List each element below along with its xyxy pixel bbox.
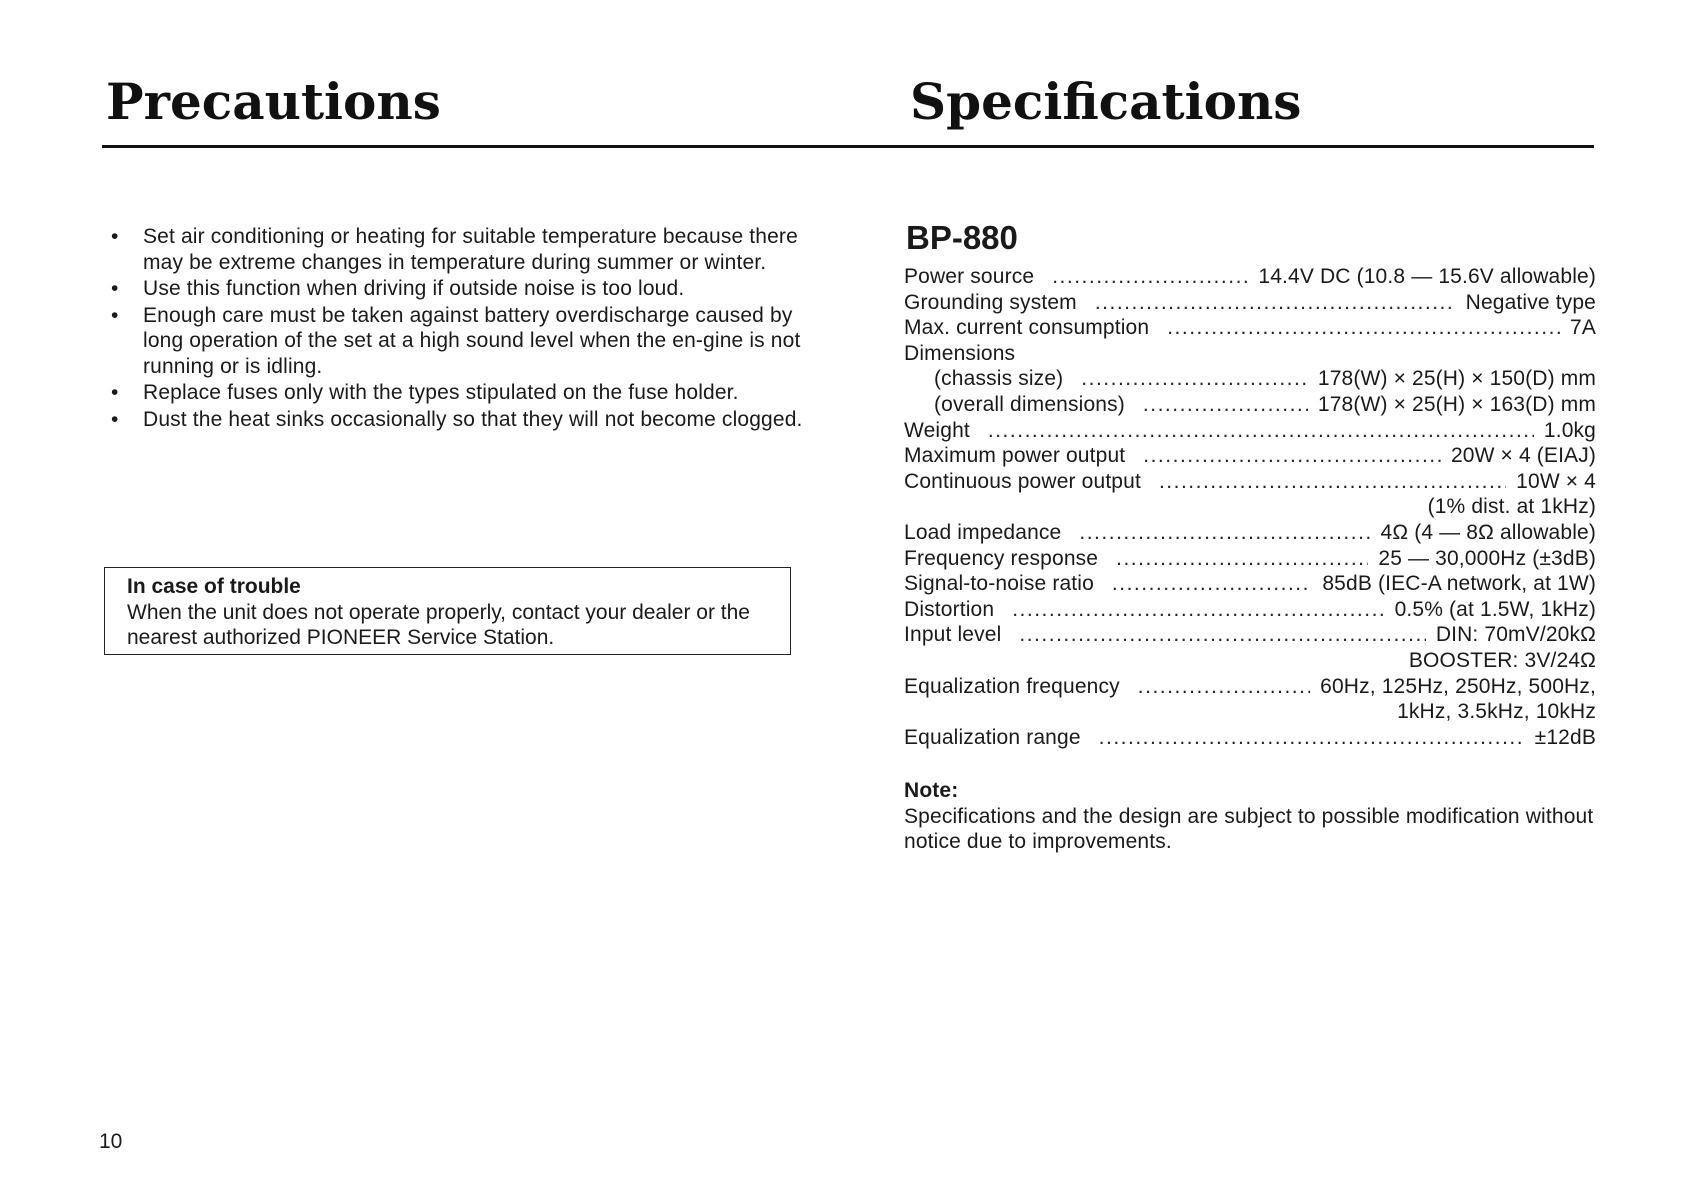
spec-value: 20W × 4 (EIAJ) [1450, 444, 1596, 468]
spec-row [904, 315, 1596, 341]
trouble-title: In case of trouble [127, 575, 301, 598]
spec-row [904, 725, 1596, 751]
dot-leader [1099, 725, 1525, 751]
trouble-body: When the unit does not operate properly, contact your dealer or the nearest authorized PIONEER Service Station. [127, 600, 750, 649]
bullet-icon: • [111, 381, 119, 404]
dot-leader [1143, 443, 1441, 469]
spec-value: 25 — 30,000Hz (±3dB) [1378, 546, 1596, 570]
spec-value: DIN: 70mV/20kΩ [1435, 623, 1596, 647]
spec-label: Max. current consumption [904, 316, 1150, 340]
spec-row [904, 264, 1596, 290]
specifications-panel [904, 218, 1596, 750]
note-title: Note: [904, 779, 959, 802]
dot-leader [1012, 597, 1384, 623]
spec-label: Signal-to-noise ratio [904, 572, 1094, 596]
note-body: Specifications and the design are subject to possible modification without notice due to improvements. [904, 804, 1594, 853]
spec-row [904, 469, 1596, 495]
note-block [904, 778, 1596, 855]
spec-label: Input level [904, 623, 1002, 647]
spec-value: 60Hz, 125Hz, 250Hz, 500Hz, [1320, 674, 1596, 698]
spec-value: 0.5% (at 1.5W, 1kHz) [1394, 597, 1596, 621]
spec-value: 178(W) × 25(H) × 150(D) mm [1317, 367, 1596, 391]
spec-label: Weight [904, 418, 970, 442]
spec-label: Continuous power output [904, 469, 1141, 493]
dot-leader [1159, 469, 1506, 495]
dot-leader [1112, 571, 1312, 597]
dot-leader [988, 418, 1534, 444]
list-item [108, 276, 808, 302]
spec-row [904, 520, 1596, 546]
bullet-text: Use this function when driving if outside noise is too loud. [143, 277, 685, 300]
dot-leader [1081, 366, 1308, 392]
spec-row [904, 546, 1596, 572]
dot-leader [1167, 315, 1560, 341]
spec-row [904, 622, 1596, 648]
dot-leader [1138, 674, 1310, 700]
spec-label: Power source [904, 265, 1035, 288]
spec-row [904, 597, 1596, 623]
spec-label: Frequency response [904, 546, 1099, 570]
list-item [108, 380, 808, 406]
precautions-list [108, 224, 808, 433]
list-item [108, 224, 808, 275]
spec-label: Maximum power output [904, 444, 1126, 468]
spec-value: ±12dB [1534, 725, 1596, 749]
spec-value-continued: (1% dist. at 1kHz) [1427, 495, 1596, 519]
spec-row [904, 418, 1596, 444]
page-number: 10 [99, 1130, 123, 1153]
specifications-heading: Specifications [910, 72, 1302, 131]
heading-rule [102, 145, 1594, 148]
spec-row [904, 392, 1596, 418]
spec-value: 10W × 4 [1516, 469, 1596, 493]
spec-value: 178(W) × 25(H) × 163(D) mm [1317, 392, 1596, 416]
spec-label: Dimensions [904, 341, 1016, 365]
spec-label: Grounding system [904, 290, 1077, 314]
spec-value: 85dB (IEC-A network, at 1W) [1322, 572, 1596, 596]
bullet-icon: • [111, 407, 119, 431]
bullet-icon: • [111, 225, 119, 248]
bullet-icon: • [111, 277, 119, 300]
spec-row [904, 443, 1596, 469]
list-item [108, 407, 808, 433]
spec-row [904, 290, 1596, 316]
spec-row [904, 571, 1596, 597]
bullet-icon: • [111, 303, 119, 327]
bullet-text: Replace fuses only with the types stipulated on the fuse holder. [143, 381, 739, 404]
spec-row [904, 341, 1596, 367]
precautions-heading: Precautions [106, 72, 441, 131]
spec-value: 7A [1570, 316, 1596, 340]
dot-leader [1052, 264, 1248, 290]
bullet-text: Set air conditioning or heating for suitable temperature because there may be extreme changes in temperature during summer or winter. [143, 225, 798, 274]
spec-label: (chassis size) [934, 367, 1064, 391]
model-name: BP-880 [906, 219, 1018, 256]
spec-label: Distortion [904, 597, 995, 621]
spec-label: Equalization range [904, 725, 1081, 749]
spec-value: Negative type [1465, 290, 1596, 314]
dot-leader [1116, 546, 1368, 572]
spec-label: (overall dimensions) [934, 392, 1125, 416]
spec-value: 4Ω (4 — 8Ω allowable) [1380, 520, 1596, 544]
spec-value-continued: BOOSTER: 3V/24Ω [1408, 648, 1596, 672]
list-item [108, 303, 808, 380]
trouble-box [104, 567, 791, 655]
bullet-text: Enough care must be taken against battery overdischarge caused by long operation of the set at a high sound level when the en-gine is not running or is idling. [143, 303, 801, 378]
dot-leader [1095, 290, 1456, 316]
spec-value: 1.0kg [1543, 418, 1596, 442]
spec-row [904, 674, 1596, 700]
dot-leader [1079, 520, 1370, 546]
spec-row [904, 366, 1596, 392]
spec-label: Equalization frequency [904, 674, 1120, 698]
dot-leader [1143, 392, 1308, 418]
spec-value-continued: 1kHz, 3.5kHz, 10kHz [1397, 700, 1596, 724]
spec-label: Load impedance [904, 520, 1062, 544]
spec-value: 14.4V DC (10.8 — 15.6V allowable) [1258, 265, 1596, 288]
bullet-text: Dust the heat sinks occasionally so that they will not become clogged. [143, 407, 803, 431]
dot-leader [1019, 622, 1425, 648]
